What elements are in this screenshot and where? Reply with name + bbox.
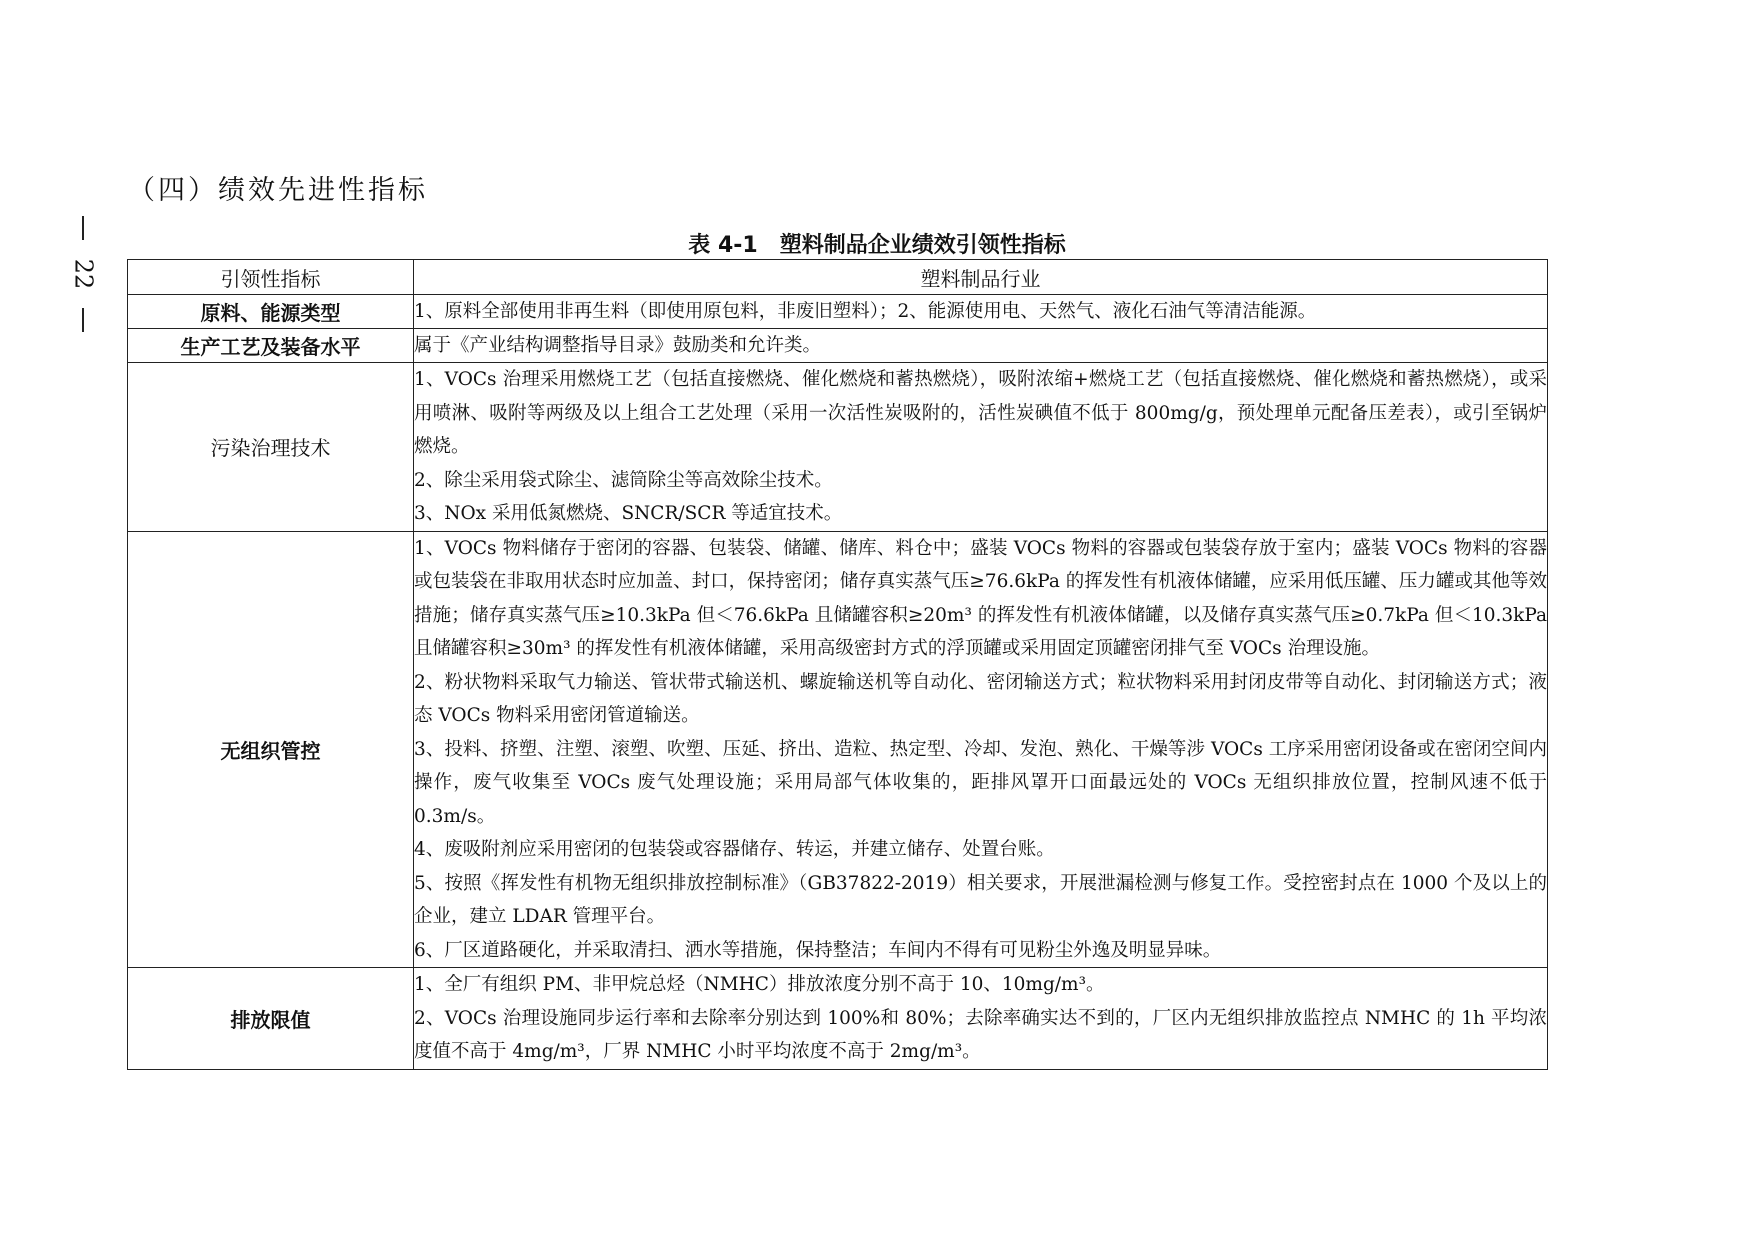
table-row (128, 968, 1548, 1070)
table-row (128, 363, 1548, 532)
row-content-pollution-control (414, 363, 1548, 532)
row-label-emission-limits: 排放限值 (128, 968, 414, 1070)
table-header-row (128, 260, 1548, 295)
row-content-fugitive-control (414, 531, 1548, 968)
content-line: 1、VOCs 治理采用燃烧工艺（包括直接燃烧、催化燃烧和蓄热燃烧），吸附浓缩+燃烧工艺（包括直接燃烧、催化燃烧和蓄热燃烧），或采用喷淋、吸附等两级及以上组合工艺处理（采用一次活性炭吸附的，活性炭碘值不低于 800mg/g，预处理单元配备压差表），或引至锅炉燃烧。 (414, 369, 1547, 457)
content-line: 2、VOCs 治理设施同步运行率和去除率分别达到 100%和 80%；去除率确实达不到的，厂区内无组织排放监控点 NMHC 的 1h 平均浓度值不高于 4mg/m³，厂界 NMHC 小时平均浓度不高于 2mg/m³。 (414, 1007, 1547, 1062)
row-label-raw-material: 原料、能源类型 (128, 295, 414, 329)
content-line: 6、厂区道路硬化，并采取清扫、洒水等措施，保持整洁；车间内不得有可见粉尘外逸及明显异味。 (414, 939, 1222, 961)
row-content-emission-limits (414, 968, 1548, 1070)
header-indicator: 引领性指标 (128, 260, 414, 295)
row-content-raw-material (414, 295, 1548, 329)
row-label-process: 生产工艺及装备水平 (128, 329, 414, 363)
content-line: 1、VOCs 物料储存于密闭的容器、包装袋、储罐、储库、料仓中；盛装 VOCs 物料的容器或包装袋存放于室内；盛装 VOCs 物料的容器或包装袋在非取用状态时应加盖、封口，保持密闭；储存真实蒸气压≥76.6kPa 的挥发性有机液体储罐，应采用低压罐、压力罐或其他等效措施；储存真实蒸气压≥10.3kPa 但＜76.6kPa 且储罐容积≥20m³ 的挥发性有机液体储罐，以及储存真实蒸气压≥0.7kPa 但＜10.3kPa 且储罐容积≥30m³ 的挥发性有机液体储罐，采用高级密封方式的浮顶罐或采用固定顶罐密闭排气至 VOCs 治理设施。 (414, 537, 1547, 659)
table-caption-number: 表 4-1 (688, 233, 758, 258)
header-industry: 塑料制品行业 (414, 260, 1548, 295)
table-row (128, 531, 1548, 968)
table-caption-title: 塑料制品企业绩效引领性指标 (779, 233, 1066, 258)
content-line: 3、NOx 采用低氮燃烧、SNCR/SCR 等适宜技术。 (414, 503, 843, 524)
content-line: 3、投料、挤塑、注塑、滚塑、吹塑、压延、挤出、造粒、热定型、冷却、发泡、熟化、干燥等涉 VOCs 工序采用密闭设备或在密闭空间内操作，废气收集至 VOCs 废气处理设施；采用局部气体收集的，距排风罩开口面最远处的 VOCs 无组织排放位置，控制风速不低于 0.3m/s。 (414, 738, 1547, 827)
section-title: （四）绩效先进性指标 (128, 175, 428, 206)
row-label-fugitive-control: 无组织管控 (128, 531, 414, 968)
row-content-process (414, 329, 1548, 363)
table-row (128, 329, 1548, 363)
content-line: 1、原料全部使用非再生料（即使用原包料，非废旧塑料）；2、能源使用电、天然气、液化石油气等清洁能源。 (414, 301, 1317, 322)
table-caption (0, 228, 1754, 259)
page-number-dash-bottom (82, 308, 84, 332)
table-row (128, 295, 1548, 329)
content-line: 2、粉状物料采取气力输送、管状带式输送机、螺旋输送机等自动化、密闭输送方式；粒状物料采用封闭皮带等自动化、封闭输送方式；液态 VOCs 物料采用密闭管道输送。 (414, 671, 1547, 726)
row-label-pollution-control: 污染治理技术 (128, 363, 414, 532)
content-line: 1、全厂有组织 PM、非甲烷总烃（NMHC）排放浓度分别不高于 10、10mg/m³。 (414, 974, 1105, 995)
content-line: 4、废吸附剂应采用密闭的包装袋或容器储存、转运，并建立储存、处置台账。 (414, 839, 1055, 860)
content-line: 2、除尘采用袋式除尘、滤筒除尘等高效除尘技术。 (414, 469, 833, 491)
page-number-text: 22 (68, 258, 97, 290)
indicator-table (127, 259, 1548, 1070)
content-line: 5、按照《挥发性有机物无组织排放控制标准》（GB37822-2019）相关要求，开展泄漏检测与修复工作。受控密封点在 1000 个及以上的企业，建立 LDAR 管理平台。 (414, 872, 1547, 927)
content-line: 属于《产业结构调整指导目录》鼓励类和允许类。 (414, 335, 822, 356)
